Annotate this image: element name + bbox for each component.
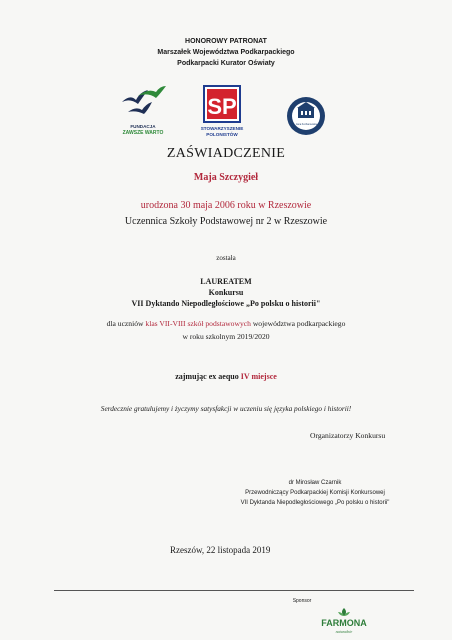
issue-date: Rzeszów, 22 listopada 2019	[170, 545, 271, 555]
patronage-marshal: Marszałek Województwa Podkarpackiego	[157, 49, 295, 56]
signer-name: dr Mirosław Czarnik	[288, 480, 342, 486]
fundacja-label: FUNDACJA	[130, 124, 156, 129]
signature-block	[202, 478, 428, 508]
sp-label-1: STOWARZYSZENIE	[200, 126, 244, 131]
farmona-tagline: naturalnie	[335, 629, 353, 634]
school-info: Uczennica Szkoły Podstawowej nr 2 w Rzeszowie	[124, 216, 328, 227]
signer-role: Przewodniczący Podkarpackiej Komisji Konkursowej	[245, 490, 385, 496]
became-label: została	[216, 254, 236, 262]
farmona-brand: FARMONA	[321, 618, 367, 628]
zawsze-warto-label: ZAWSZE WARTO	[122, 130, 164, 136]
sp-letters: SP	[207, 94, 237, 119]
laureate-heading: LAUREATEM	[200, 277, 252, 286]
footer-divider	[54, 590, 414, 591]
congratulations: Serdecznie gratulujemy i życzymy satysfakcji w uczeniu się języka polskiego i historii!	[100, 404, 352, 413]
recipient-name: Maja Szczygieł	[193, 172, 259, 183]
contest-name: VII Dyktando Niepodległościowe „Po polsku o historii"	[131, 299, 321, 308]
laureate-block	[0, 276, 452, 309]
birth-info: urodzona 30 maja 2006 roku w Rzeszowie	[140, 200, 312, 211]
farmona-sponsor-logo	[318, 606, 370, 636]
audience-suffix: województwa podkarpackiego	[252, 319, 346, 328]
sponsor-label: Sponsor	[292, 598, 312, 604]
stowarzyszenie-polonistow-logo	[196, 84, 248, 140]
fundacja-zawsze-warto-logo	[118, 84, 168, 140]
audience-highlight: klas VII-VIII szkół podstawowych	[145, 319, 251, 328]
patronage-curator: Podkarpacki Kurator Oświaty	[177, 60, 275, 67]
audience-line	[0, 319, 452, 328]
audience-prefix: dla uczniów	[106, 319, 144, 328]
school-year: w roku szkolnym 2019/2020	[182, 332, 270, 341]
organizers-signature: Organizatorzy Konkursu	[310, 431, 386, 440]
certificate-title: ZAŚWIADCZENIE	[166, 146, 286, 161]
signer-contest: VII Dyktanda Niepodległościowego „Po polsku o historii"	[240, 500, 390, 506]
sp-label-2: POLONISTÓW	[206, 132, 238, 137]
school-round-logo	[286, 96, 326, 136]
round-logo-text: im. Jana Kochanowskiego	[292, 123, 320, 126]
patronage-heading: HONOROWY PATRONAT	[185, 38, 267, 45]
contest-label: Konkursu	[208, 288, 244, 297]
place-highlight: IV miejsce	[240, 372, 277, 381]
place-line	[0, 372, 452, 381]
honorary-patronage	[0, 36, 452, 69]
place-prefix: zajmując ex aequo	[175, 372, 239, 381]
